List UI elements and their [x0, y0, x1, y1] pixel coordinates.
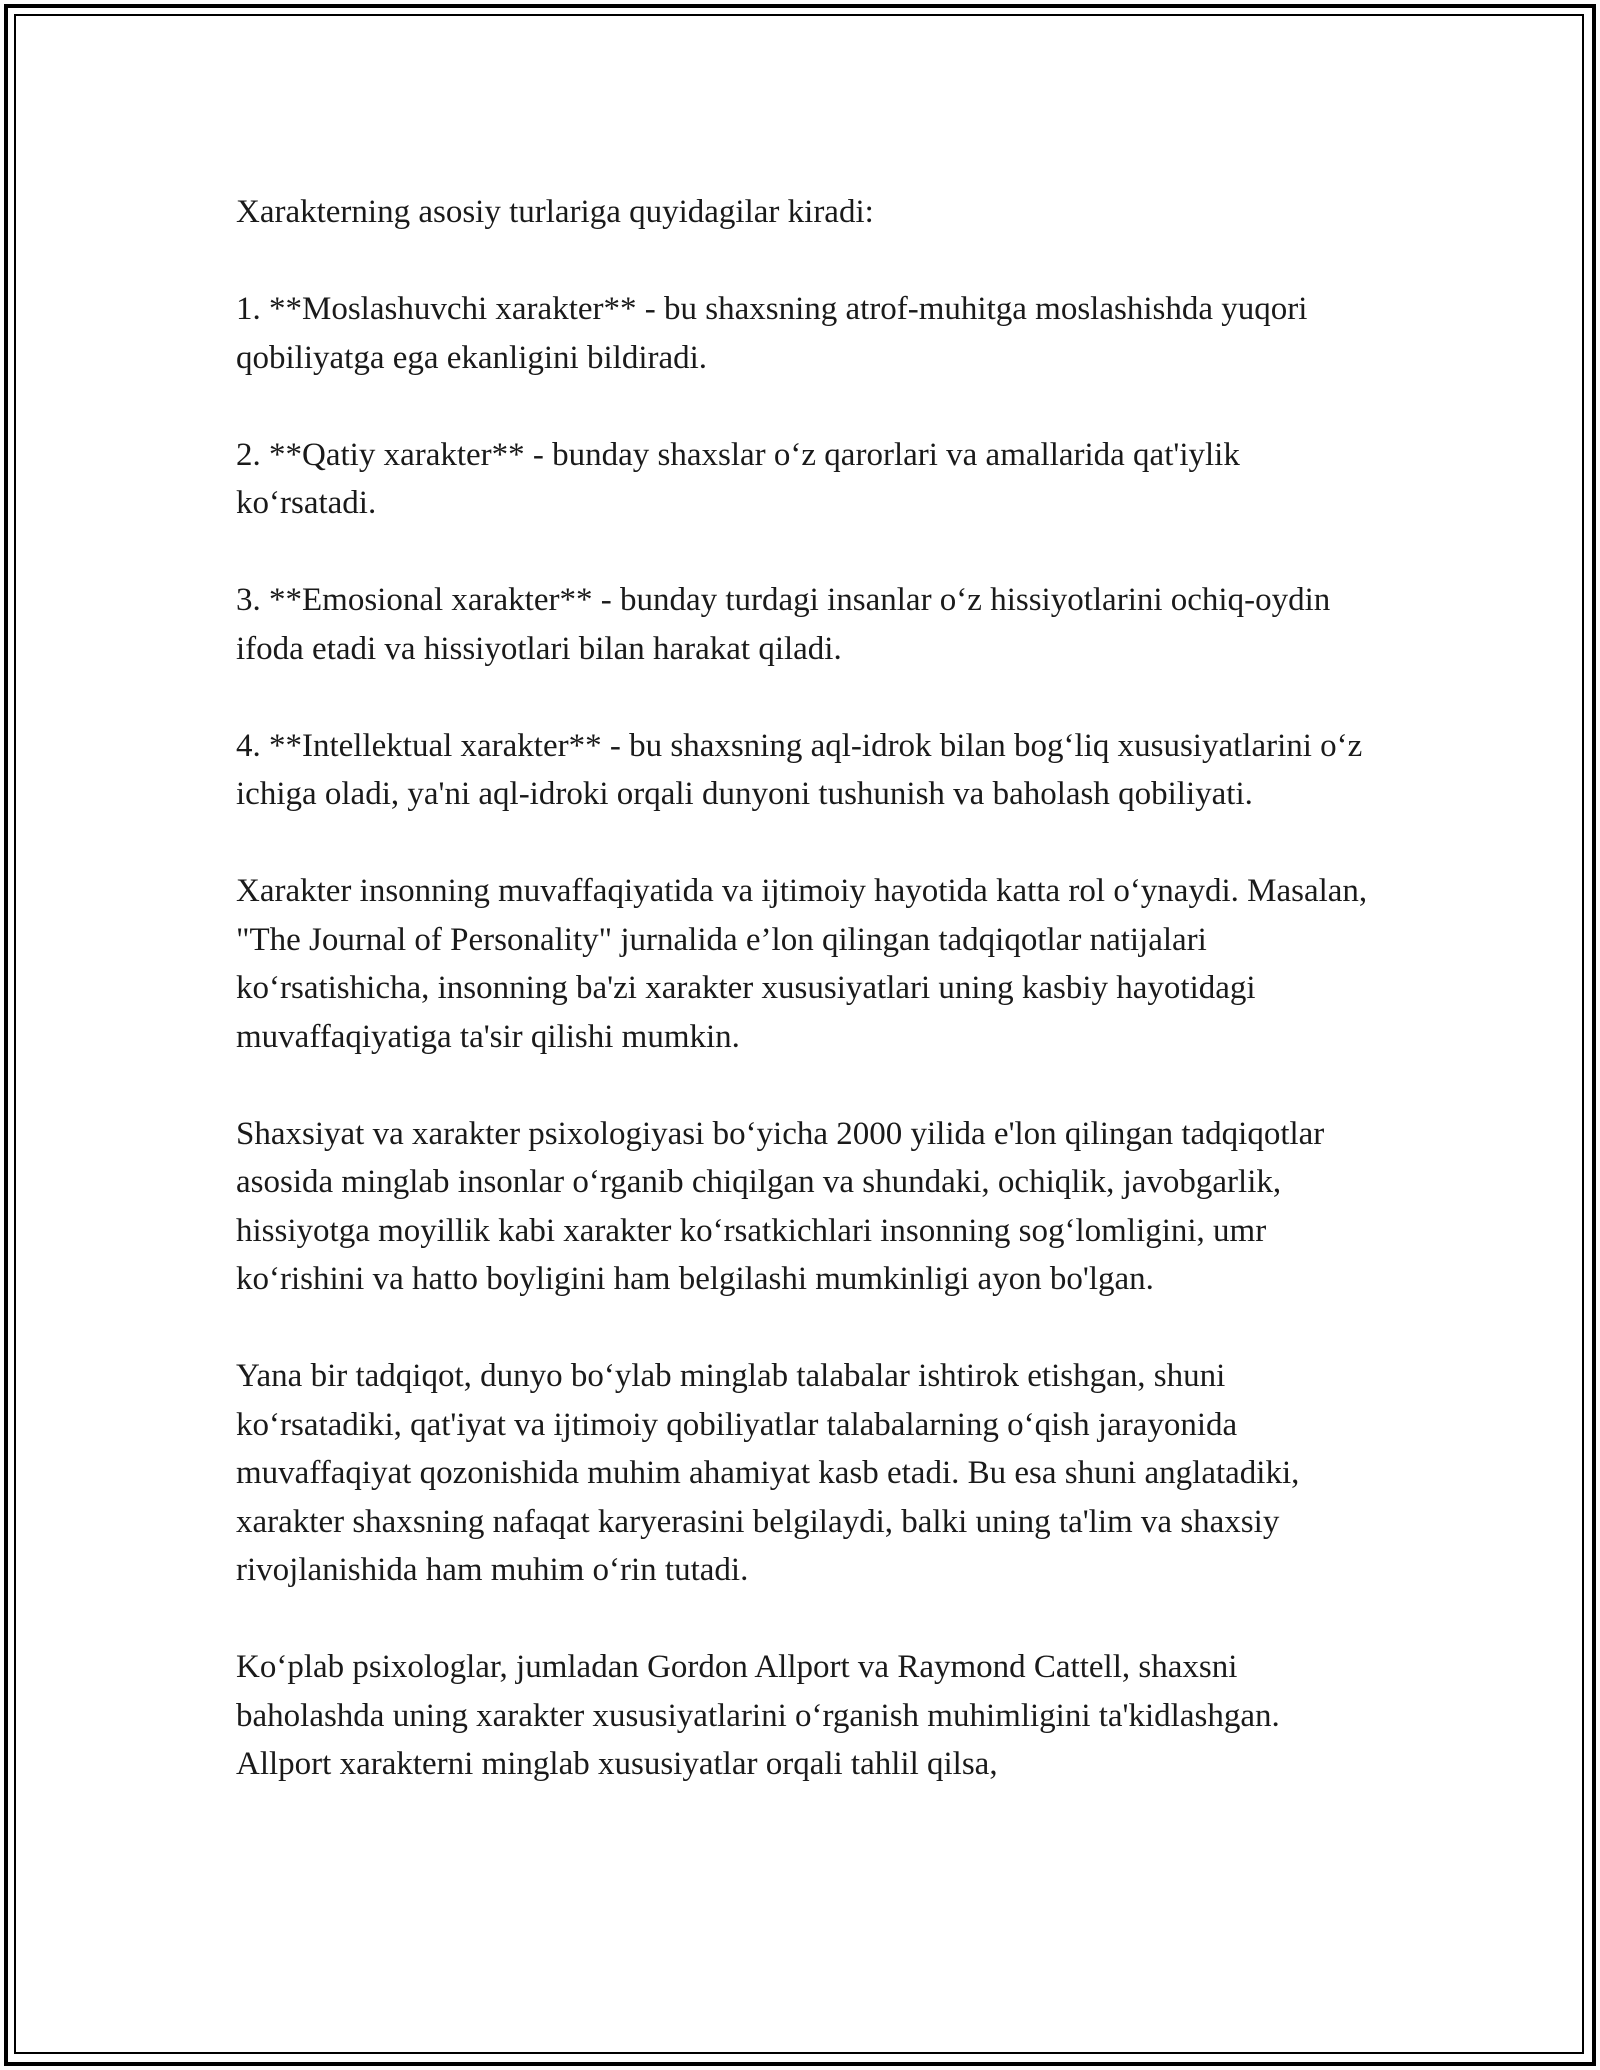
list-item-4: 4. **Intellektual xarakter** - bu shaxsning aql-idrok bilan bog‘liq xususiyatlarini o‘z ichiga oladi, ya'ni aql-idroki orqali dunyoni tushunish va baholash qobiliyati. [236, 727, 1363, 812]
list-item-2: 2. **Qatiy xarakter** - bunday shaxslar o‘z qarorlari va amallarida qat'iylik ko‘rsatadi. [236, 436, 1240, 521]
document-body [236, 188, 1376, 1837]
list-item-1: 1. **Moslashuvchi xarakter** - bu shaxsning atrof-muhitga moslashishda yuqori qobiliyatga ega ekanligini bildiradi. [236, 291, 1308, 376]
paragraph-students-study: Yana bir tadqiqot, dunyo bo‘ylab minglab talabalar ishtirok etishgan, shuni ko‘rsatadiki, qat'iyat va ijtimoiy qobiliyatlar talabalarning o‘qish jarayonida muvaffaqiyat qozonishida muhim ahamiyat kasb etadi. Bu esa shuni anglatadiki, xarakter shaxsning nafaqat karyerasini belgilaydi, balki uning ta'lim va shaxsiy rivojlanishida ham muhim o‘rin tutadi. [236, 1358, 1300, 1588]
list-item-3: 3. **Emosional xarakter** - bunday turdagi insanlar o‘z hissiyotlarini ochiq-oydin ifoda etadi va hissiyotlari bilan harakat qiladi. [236, 582, 1331, 667]
paragraph-intro: Xarakterning asosiy turlariga quyidagilar kiradi: [236, 194, 874, 230]
paragraph-success: Xarakter insonning muvaffaqiyatida va ijtimoiy hayotida katta rol o‘ynaydi. Masalan, "The Journal of Personality" jurnalida e’lon qilingan tadqiqotlar natijalari ko‘rsatishicha, insonning ba'zi xarakter xususiyatlari uning kasbiy hayotidagi muvaffaqiyatiga ta'sir qilishi mumkin. [236, 873, 1368, 1055]
paragraph-research-2000: Shaxsiyat va xarakter psixologiyasi bo‘yicha 2000 yilida e'lon qilingan tadqiqotlar asosida minglab insonlar o‘rganib chiqilgan va shundaki, ochiqlik, javobgarlik, hissiyotga moyillik kabi xarakter ko‘rsatkichlari insonning sog‘lomligini, umr ko‘rishini va hatto boyligini ham belgilashi mumkinligi ayon bo'lgan. [236, 1115, 1325, 1297]
paragraph-psychologists: Ko‘plab psixologlar, jumladan Gordon Allport va Raymond Cattell, shaxsni baholashda uning xarakter xususiyatlarini o‘rganish muhimligini ta'kidlashgan. Allport xarakterni minglab xususiyatlar orqali tahlil qilsa, [236, 1649, 1280, 1782]
